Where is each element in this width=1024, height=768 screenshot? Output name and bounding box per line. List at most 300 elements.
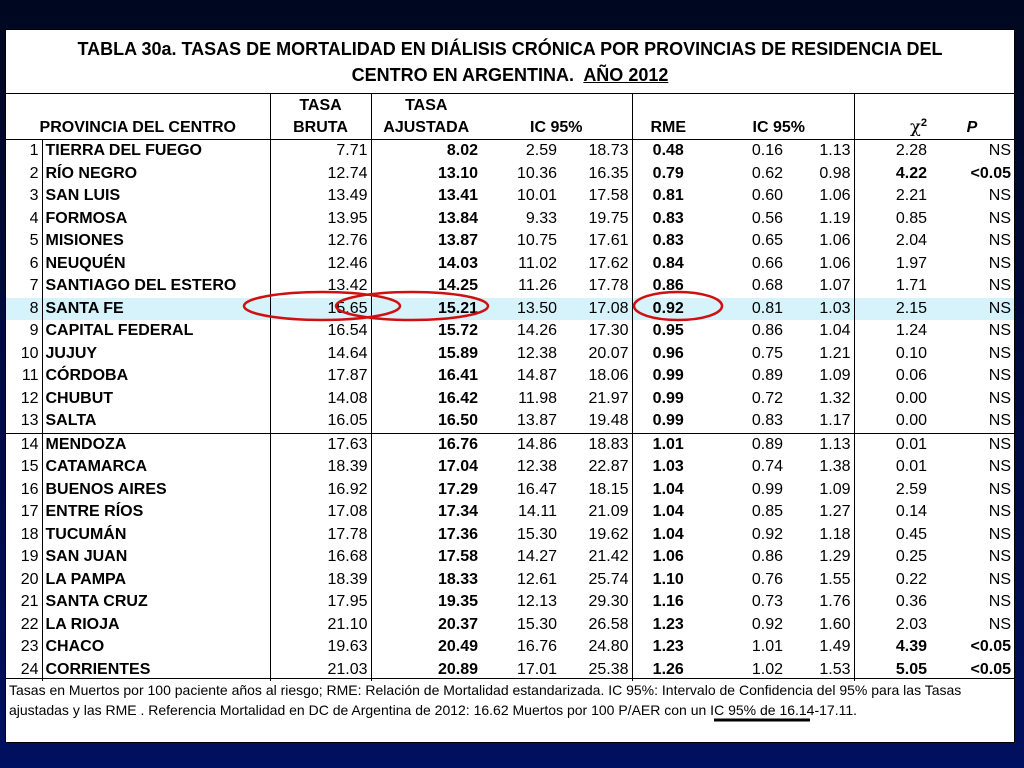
- ic-low: 11.26: [518, 277, 557, 295]
- province-name: SANTA CRUZ: [42, 591, 270, 614]
- table-row: [6, 298, 1014, 321]
- row-number: 2: [29, 164, 39, 182]
- rme-ic-high: 1.03: [786, 298, 854, 321]
- chi-square-value: 2.28: [854, 140, 930, 163]
- rme-ic-low: 0.76: [751, 570, 783, 588]
- ic-high: 21.97: [588, 389, 629, 407]
- rme-ic-low: 0.99: [751, 480, 783, 498]
- province-name: CORRIENTES: [42, 659, 270, 682]
- row-number: 15: [20, 458, 39, 476]
- rme-ic-low: 1.01: [751, 638, 783, 656]
- p-value: NS: [988, 525, 1011, 543]
- rme-value: 1.10: [632, 569, 704, 592]
- chi-square-value: 2.15: [854, 298, 930, 321]
- ic-high: 20.07: [588, 344, 629, 362]
- rme-ic-low: 0.62: [751, 164, 783, 182]
- rme-ic-low: 0.74: [751, 458, 783, 476]
- province-name: NEUQUÉN: [42, 253, 270, 276]
- rme-ic-low: 0.56: [751, 209, 783, 227]
- ic-high: 25.74: [588, 570, 629, 588]
- rme-value: 0.86: [632, 275, 704, 298]
- province-name: CHUBUT: [42, 388, 270, 411]
- rme-value: 1.01: [632, 433, 704, 456]
- table-row: [6, 636, 1014, 659]
- tasa-ajustada: 20.37: [371, 614, 481, 637]
- p-value: NS: [930, 298, 1014, 321]
- tasa-ajustada: 17.04: [371, 456, 481, 479]
- row-number: 17: [20, 503, 39, 521]
- rme-ic-high: 1.18: [819, 525, 851, 543]
- chi-square-value: 0.06: [854, 365, 930, 388]
- p-value: NS: [988, 615, 1011, 633]
- ic-high: 18.15: [588, 480, 629, 498]
- header-tasa-1: TASA: [299, 97, 342, 114]
- rme-value: 1.04: [632, 479, 704, 502]
- ic-high: 26.58: [588, 615, 629, 633]
- tasa-bruta: 16.05: [270, 410, 371, 433]
- rme-ic-low: 0.73: [751, 593, 783, 611]
- chi-square-value: 1.71: [854, 275, 930, 298]
- ic-high: 22.87: [588, 458, 629, 476]
- rme-value: 1.06: [632, 546, 704, 569]
- province-name: ENTRE RÍOS: [42, 501, 270, 524]
- rme-value: 0.79: [632, 163, 704, 186]
- ic-low: 10.01: [516, 187, 557, 205]
- rme-ic-low: 0.83: [751, 412, 783, 430]
- tasa-ajustada: 17.36: [371, 524, 481, 547]
- ic-low: 14.11: [518, 503, 557, 521]
- table-row: [6, 230, 1014, 253]
- province-name: RÍO NEGRO: [42, 163, 270, 186]
- ic-high: 29.30: [588, 593, 629, 611]
- chi-square-value: 5.05: [854, 659, 930, 682]
- ic-low: 11.02: [518, 254, 557, 272]
- rme-ic-high: 1.13: [819, 142, 851, 160]
- rme-ic-high: 1.21: [819, 344, 851, 362]
- ic-high: 16.35: [588, 164, 629, 182]
- table-row: [6, 569, 1014, 592]
- p-value: NS: [988, 412, 1011, 430]
- tasa-ajustada: 16.42: [371, 388, 481, 411]
- ic-low: 11.98: [518, 389, 557, 407]
- ic-high: 17.78: [588, 277, 629, 295]
- table-row: [6, 343, 1014, 366]
- table-row: [6, 275, 1014, 298]
- tasa-ajustada: 15.21: [371, 298, 481, 321]
- chi-square-value: 0.36: [854, 591, 930, 614]
- row-number: 24: [20, 660, 39, 678]
- chi-square-value: 1.97: [854, 253, 930, 276]
- table-row: [6, 185, 1014, 208]
- chi-square-value: 0.85: [854, 208, 930, 231]
- row-number: 4: [29, 209, 39, 227]
- tasa-bruta: 14.08: [270, 388, 371, 411]
- ic-low: 14.27: [516, 548, 557, 566]
- tasa-bruta: 13.49: [270, 185, 371, 208]
- row-number: 13: [20, 412, 39, 430]
- ic-high: 21.42: [588, 548, 629, 566]
- ic-high: 18.06: [588, 367, 629, 385]
- header-rme: RME: [632, 94, 704, 140]
- header-provincia: PROVINCIA DEL CENTRO: [6, 94, 270, 140]
- p-value: NS: [988, 367, 1011, 385]
- header-bruta: BRUTA: [293, 119, 348, 136]
- province-name: MENDOZA: [42, 433, 270, 456]
- ic-high: 19.62: [588, 525, 629, 543]
- ic-low: 15.30: [516, 615, 557, 633]
- row-number: 18: [20, 525, 39, 543]
- p-value: NS: [930, 433, 1014, 456]
- ic-low: 10.36: [516, 164, 557, 182]
- province-name: CATAMARCA: [42, 456, 270, 479]
- chi-symbol: χ: [909, 116, 921, 137]
- tasa-bruta: 17.87: [270, 365, 371, 388]
- p-value: NS: [988, 548, 1011, 566]
- tasa-bruta: 12.76: [270, 230, 371, 253]
- rme-ic-low: 1.02: [751, 660, 783, 678]
- province-name: CHACO: [42, 636, 270, 659]
- ic-low: 14.86: [481, 433, 560, 456]
- province-name: TUCUMÁN: [42, 524, 270, 547]
- tasa-bruta: 19.63: [270, 636, 371, 659]
- tasa-ajustada: 16.41: [371, 365, 481, 388]
- table-row: [6, 320, 1014, 343]
- province-name: FORMOSA: [42, 208, 270, 231]
- ic-low: 2.59: [525, 142, 557, 160]
- p-value: NS: [988, 593, 1011, 611]
- chi-square-value: 0.14: [854, 501, 930, 524]
- page-title: [6, 30, 1014, 94]
- row-number: 20: [20, 570, 39, 588]
- table-row: [6, 524, 1014, 547]
- chi-square-value: 0.00: [854, 410, 930, 433]
- tasa-bruta: 12.46: [270, 253, 371, 276]
- chi-square-value: 4.22: [854, 163, 930, 186]
- rme-ic-low: 0.89: [751, 367, 783, 385]
- header-tasa-2: TASA: [405, 97, 448, 114]
- ic-high: 17.08: [560, 298, 632, 321]
- title-line-2: [6, 62, 1014, 88]
- chi-square-value: 0.22: [854, 569, 930, 592]
- tasa-bruta: 17.78: [270, 524, 371, 547]
- row-number: 22: [20, 615, 39, 633]
- rme-value: 0.95: [632, 320, 704, 343]
- table-row: [6, 140, 1014, 163]
- rme-value: 1.26: [632, 659, 704, 682]
- rme-ic-low: 0.85: [751, 503, 783, 521]
- chi-square-value: 2.04: [854, 230, 930, 253]
- tasa-bruta: 7.71: [270, 140, 371, 163]
- tasa-ajustada: 18.33: [371, 569, 481, 592]
- header-ajustada: AJUSTADA: [383, 119, 470, 136]
- chi-square-value: 0.25: [854, 546, 930, 569]
- tasa-ajustada: 8.02: [371, 140, 481, 163]
- province-name: LA RIOJA: [42, 614, 270, 637]
- ic-low: 13.87: [516, 412, 557, 430]
- header-tasa-ajustada: [371, 94, 481, 140]
- ic-low: 12.38: [516, 458, 557, 476]
- province-name: CÓRDOBA: [42, 365, 270, 388]
- rme-ic-high: 1.29: [819, 548, 851, 566]
- footnote: Tasas en Muertos por 100 paciente años al riesgo; RME: Relación de Mortalidad estandarizada. IC 95%: Intervalo de Confidencia del 95% para las Tasas ajustadas y las RME . Referencia Mortalidad en DC de Argentina de 2012: 16.62 Muertos por 100 P/AER con un IC 95% de 16.14-17.11.: [6, 678, 1014, 742]
- tasa-bruta: 17.63: [270, 433, 371, 456]
- p-value: NS: [988, 187, 1011, 205]
- chi-square-value: 0.01: [854, 433, 930, 456]
- rme-ic-high: 1.19: [819, 209, 851, 227]
- tasa-ajustada: 17.34: [371, 501, 481, 524]
- chi-square-value: 4.39: [854, 636, 930, 659]
- row-number: 8: [6, 298, 42, 321]
- row-number: 12: [20, 389, 39, 407]
- rme-ic-high: 1.04: [819, 322, 851, 340]
- rme-ic-high: 1.13: [786, 433, 854, 456]
- table-row: [6, 546, 1014, 569]
- chi-superscript: 2: [920, 116, 927, 129]
- header-ic95: IC 95%: [481, 94, 632, 140]
- chi-square-value: 2.03: [854, 614, 930, 637]
- ic-low: 17.01: [516, 660, 557, 678]
- tasa-ajustada: 20.49: [371, 636, 481, 659]
- rme-value: 1.23: [632, 614, 704, 637]
- tasa-ajustada: 13.87: [371, 230, 481, 253]
- rme-value: 1.04: [632, 524, 704, 547]
- p-value: NS: [988, 232, 1011, 250]
- ic-low: 12.61: [516, 570, 557, 588]
- table-body: [6, 140, 1014, 682]
- row-number: 16: [20, 480, 39, 498]
- tasa-bruta: 16.92: [270, 479, 371, 502]
- province-name: LA PAMPA: [42, 569, 270, 592]
- rme-ic-high: 1.06: [819, 232, 851, 250]
- tasa-ajustada: 16.50: [371, 410, 481, 433]
- rme-value: 0.99: [632, 365, 704, 388]
- row-number: 5: [29, 232, 39, 250]
- rme-ic-high: 1.55: [819, 570, 851, 588]
- tasa-bruta: 21.10: [270, 614, 371, 637]
- rme-value: 0.83: [632, 208, 704, 231]
- tasa-bruta: 21.03: [270, 659, 371, 682]
- rme-value: 0.48: [632, 140, 704, 163]
- row-number: 11: [21, 367, 39, 385]
- table-row: [6, 501, 1014, 524]
- table-row: [6, 479, 1014, 502]
- rme-ic-high: 1.06: [819, 187, 851, 205]
- row-number: 1: [29, 142, 39, 160]
- ic-low: 16.76: [516, 638, 557, 656]
- table-row: [6, 614, 1014, 637]
- tasa-ajustada: 20.89: [371, 659, 481, 682]
- rme-ic-low: 0.68: [751, 277, 783, 295]
- rme-ic-low: 0.86: [751, 548, 783, 566]
- rme-ic-low: 0.72: [751, 389, 783, 407]
- table-row: [6, 163, 1014, 186]
- rme-value: 0.99: [632, 410, 704, 433]
- ic-low: 9.33: [525, 209, 557, 227]
- rme-ic-high: 1.09: [819, 480, 851, 498]
- rme-value: 0.99: [632, 388, 704, 411]
- table-row: [6, 433, 1014, 456]
- table-header-row: [6, 94, 1014, 140]
- province-name: TIERRA DEL FUEGO: [42, 140, 270, 163]
- p-value: NS: [988, 480, 1011, 498]
- rme-ic-high: 1.49: [819, 638, 851, 656]
- header-ic95-rme: IC 95%: [704, 94, 854, 140]
- tasa-bruta: 16.68: [270, 546, 371, 569]
- rme-ic-high: 1.09: [819, 367, 851, 385]
- ic-low: 13.50: [481, 298, 560, 321]
- p-value: NS: [988, 209, 1011, 227]
- table-row: [6, 388, 1014, 411]
- tasa-ajustada: 13.10: [371, 163, 481, 186]
- ic-high: 25.38: [588, 660, 629, 678]
- header-tasa-bruta: [270, 94, 371, 140]
- p-value: <0.05: [970, 660, 1011, 678]
- province-name: CAPITAL FEDERAL: [42, 320, 270, 343]
- rme-ic-low: 0.92: [751, 525, 783, 543]
- province-name: SALTA: [42, 410, 270, 433]
- rme-value: 1.03: [632, 456, 704, 479]
- tasa-ajustada: 19.35: [371, 591, 481, 614]
- rme-ic-high: 1.76: [819, 593, 851, 611]
- tasa-ajustada: 16.76: [371, 433, 481, 456]
- tasa-bruta: 15.65: [270, 298, 371, 321]
- p-value: NS: [988, 503, 1011, 521]
- tasa-bruta: 16.54: [270, 320, 371, 343]
- province-name: SAN JUAN: [42, 546, 270, 569]
- rme-value: 0.96: [632, 343, 704, 366]
- row-number: 6: [29, 254, 39, 272]
- ic-high: 24.80: [588, 638, 629, 656]
- tasa-bruta: 12.74: [270, 163, 371, 186]
- row-number: 7: [29, 277, 39, 295]
- tasa-ajustada: 13.41: [371, 185, 481, 208]
- chi-square-value: 0.01: [854, 456, 930, 479]
- mortality-table: [6, 94, 1014, 681]
- title-line-1: TABLA 30a. TASAS DE MORTALIDAD EN DIÁLISIS CRÓNICA POR PROVINCIAS DE RESIDENCIA DEL: [77, 39, 943, 59]
- rme-ic-high: 1.07: [819, 277, 851, 295]
- province-name: SAN LUIS: [42, 185, 270, 208]
- rme-ic-high: 1.60: [819, 615, 851, 633]
- ic-high: 21.09: [588, 503, 629, 521]
- ic-high: 18.83: [560, 433, 632, 456]
- rme-ic-low: 0.75: [751, 344, 783, 362]
- table-row: [6, 253, 1014, 276]
- rme-value: 0.92: [632, 298, 704, 321]
- rme-value: 1.04: [632, 501, 704, 524]
- chi-square-value: 0.00: [854, 388, 930, 411]
- ic-low: 14.87: [516, 367, 557, 385]
- tasa-bruta: 13.95: [270, 208, 371, 231]
- province-name: SANTA FE: [42, 298, 270, 321]
- tasa-bruta: 13.42: [270, 275, 371, 298]
- table-row: [6, 591, 1014, 614]
- header-chi-square: [854, 94, 930, 140]
- ic-high: 19.48: [588, 412, 629, 430]
- rme-ic-low: 0.65: [751, 232, 783, 250]
- ic-high: 17.30: [588, 322, 629, 340]
- rme-ic-low: 0.86: [751, 322, 783, 340]
- ic-high: 17.62: [588, 254, 629, 272]
- table-row: [6, 456, 1014, 479]
- p-value: NS: [988, 254, 1011, 272]
- chi-square-value: 2.59: [854, 479, 930, 502]
- rme-ic-low: 0.89: [704, 433, 786, 456]
- tasa-bruta: 17.08: [270, 501, 371, 524]
- row-number: 10: [20, 344, 39, 362]
- rme-ic-low: 0.81: [704, 298, 786, 321]
- rme-ic-high: 1.17: [819, 412, 851, 430]
- tasa-ajustada: 13.84: [371, 208, 481, 231]
- table-sheet: [5, 29, 1015, 743]
- title-year: AÑO 2012: [583, 65, 669, 85]
- rme-ic-low: 0.92: [751, 615, 783, 633]
- p-value: <0.05: [970, 164, 1011, 182]
- tasa-bruta: 17.95: [270, 591, 371, 614]
- ic-high: 17.61: [588, 232, 629, 250]
- province-name: MISIONES: [42, 230, 270, 253]
- rme-value: 1.16: [632, 591, 704, 614]
- ic-low: 16.47: [516, 480, 557, 498]
- rme-ic-high: 0.98: [819, 164, 851, 182]
- table-row: [6, 208, 1014, 231]
- p-value: NS: [988, 277, 1011, 295]
- tasa-ajustada: 15.89: [371, 343, 481, 366]
- tasa-ajustada: 17.29: [371, 479, 481, 502]
- tasa-ajustada: 17.58: [371, 546, 481, 569]
- province-name: JUJUY: [42, 343, 270, 366]
- table-row: [6, 410, 1014, 433]
- row-number: 21: [20, 593, 39, 611]
- tasa-ajustada: 15.72: [371, 320, 481, 343]
- p-value: <0.05: [970, 638, 1011, 656]
- row-number: 3: [29, 187, 39, 205]
- chi-square-value: 1.24: [854, 320, 930, 343]
- rme-ic-high: 1.38: [819, 458, 851, 476]
- p-value: NS: [988, 389, 1011, 407]
- rme-ic-low: 0.60: [751, 187, 783, 205]
- table-row: [6, 365, 1014, 388]
- p-value: NS: [988, 570, 1011, 588]
- tasa-ajustada: 14.25: [371, 275, 481, 298]
- row-number: 14: [6, 433, 42, 456]
- rme-ic-high: 1.32: [819, 389, 851, 407]
- rme-ic-high: 1.06: [819, 254, 851, 272]
- tasa-bruta: 14.64: [270, 343, 371, 366]
- rme-value: 0.83: [632, 230, 704, 253]
- ic-high: 19.75: [588, 209, 629, 227]
- rme-ic-high: 1.27: [819, 503, 851, 521]
- p-value: NS: [988, 322, 1011, 340]
- rme-value: 1.23: [632, 636, 704, 659]
- p-value: NS: [988, 142, 1011, 160]
- ic-high: 17.58: [588, 187, 629, 205]
- ic-high: 18.73: [588, 142, 629, 160]
- ic-low: 15.30: [516, 525, 557, 543]
- rme-ic-high: 1.53: [819, 660, 851, 678]
- ic-low: 12.38: [516, 344, 557, 362]
- row-number: 9: [29, 322, 39, 340]
- chi-square-value: 0.10: [854, 343, 930, 366]
- province-name: BUENOS AIRES: [42, 479, 270, 502]
- row-number: 23: [20, 638, 39, 656]
- title-line-2-a: CENTRO EN ARGENTINA.: [351, 65, 574, 85]
- chi-square-value: 0.45: [854, 524, 930, 547]
- rme-ic-low: 0.16: [751, 142, 783, 160]
- row-number: 19: [20, 548, 39, 566]
- ic-low: 14.26: [516, 322, 557, 340]
- p-value: NS: [988, 344, 1011, 362]
- ic-low: 12.13: [516, 593, 557, 611]
